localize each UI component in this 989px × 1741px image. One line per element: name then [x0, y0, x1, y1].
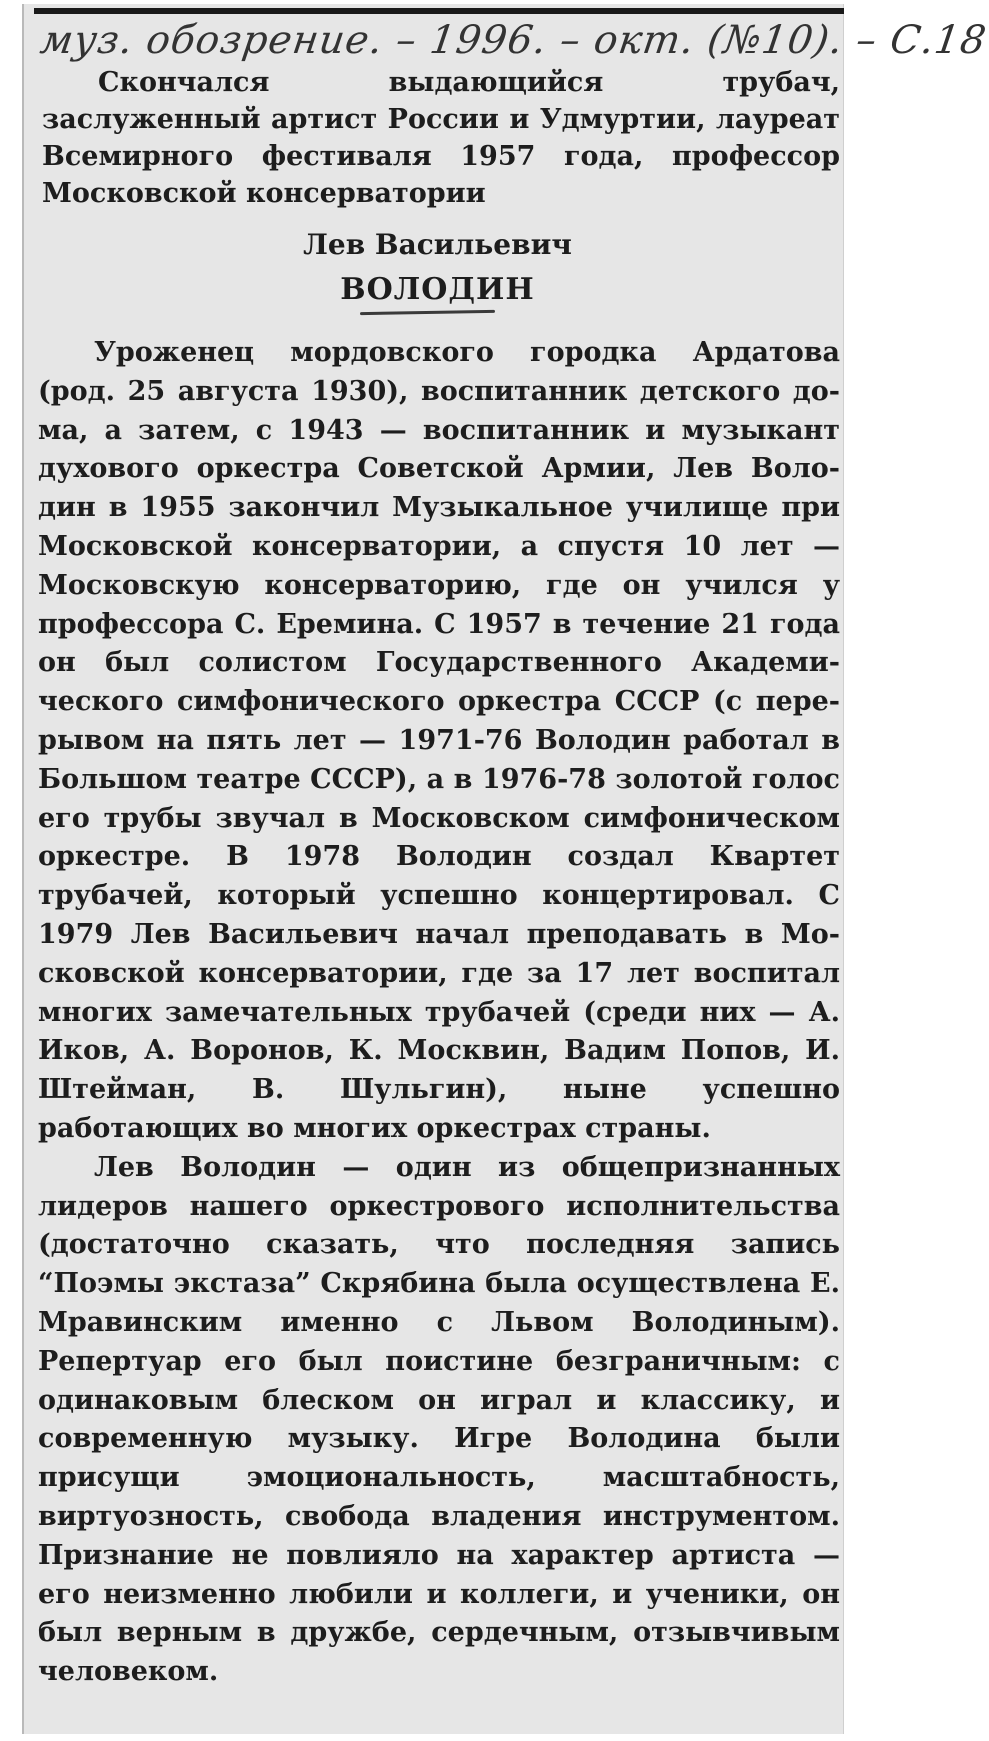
paragraph: Лев Володин — один из общепризнанных лидеров нашего оркестрового исполнительства (достаточно сказать, что последняя запись “Поэмы экстаза” Скрябина была осуществлена Е. Мравинским именно с Львом Володиным). Репертуар его был поистине безграничным: с одинаковым блеском он играл и классику, и современную музыку. Игре Володина были присущи эмоциональность, масштабность, виртуозность, свобода владения инструментом. Признание не повлияло на характер артиста — его неизменно любили и коллеги, и ученики, он был верным в дружбе, сердечным, отзывчивым человеком.	[38, 1151, 840, 1688]
paragraph: Уроженец мордовского городка Ардатова (род. 25 августа 1930), воспитанник детского дома, а затем, с 1943 — воспитанник и музыкант духового оркестра Советской Армии, Лев Володин в 1955 закончил Музыкальное училище при Московской консерватории, а спустя 10 лет — Московскую консерваторию, где он учился у профессора С. Еремина. С 1957 в течение 21 года он был солистом Государственного Академического симфонического оркестра СССР (с перерывом на пять лет — 1971-76 Володин работал в Большом театре СССР), а в 1976-78 золотой голос его трубы звучал в Московском симфоническом оркестре. В 1978 Володин создал Квартет трубачей, который успешно концертировал. С 1979 Лев Васильевич начал преподавать в Московской консерватории, где за 17 лет воспитал многих замечательных трубачей (среди них — А. Иков, А. Воронов, К. Москвин, Вадим Попов, И. Штейман, В. Шульгин), ныне успешно работающих во многих оркестрах страны.	[38, 337, 840, 1144]
top-rule	[34, 8, 844, 14]
first-name-heading: Лев Васильевич	[303, 228, 572, 261]
handwritten-source-note: муз. обозрение. – 1996. – окт. (№10). – С.18	[37, 18, 989, 63]
obituary-intro: Скончался выдающийся трубач, заслуженный артист России и Удмуртии, лауреат Всемирного фестиваля 1957 года, профессор Московской консерватории	[42, 67, 840, 209]
article-body	[38, 334, 840, 1692]
last-name-heading: ВОЛОДИН	[340, 272, 535, 307]
